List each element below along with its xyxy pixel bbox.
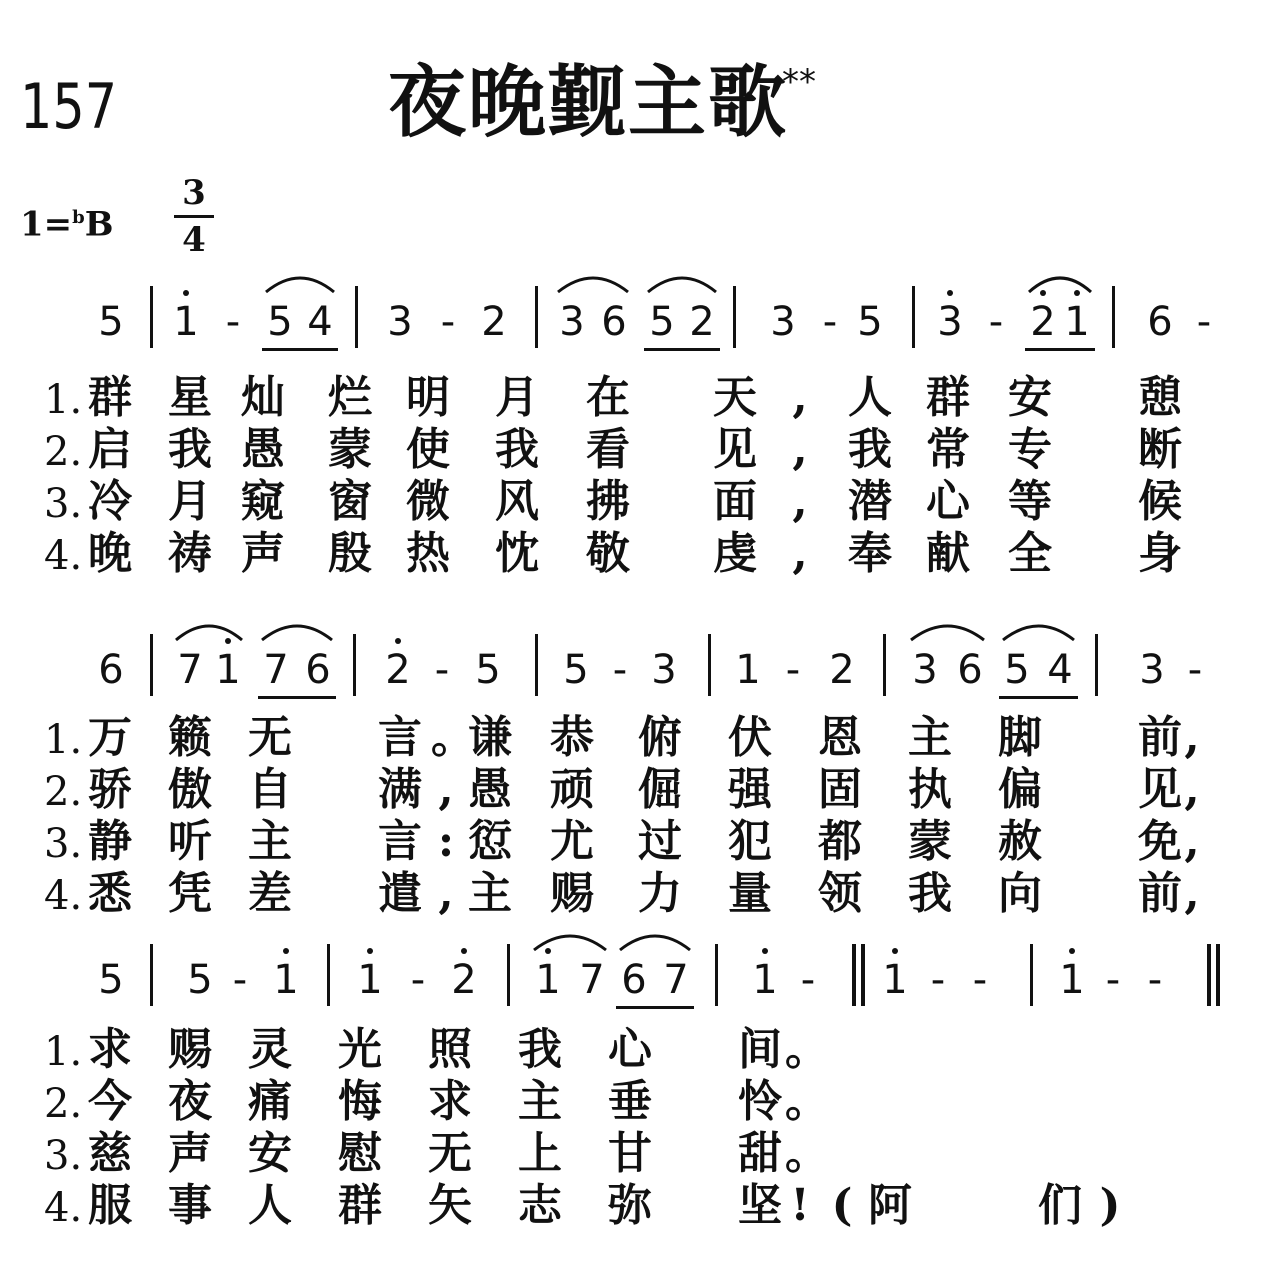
double-barline <box>1207 944 1211 1006</box>
time-signature <box>174 175 214 260</box>
note: 3 <box>912 647 938 693</box>
note: 7 <box>579 957 605 1003</box>
octave-dot <box>947 290 953 296</box>
lyric-punctuation: , <box>438 868 454 919</box>
lyric-punctuation: , <box>792 372 808 423</box>
lyric-character: 我 <box>168 424 212 475</box>
lyric-character: 面 <box>713 476 757 527</box>
note: 3 <box>559 299 585 345</box>
lyric-character: 坚 <box>738 1180 782 1231</box>
barline <box>883 634 886 696</box>
note: 6 <box>621 957 647 1003</box>
lyric-character: 谦 <box>468 712 512 763</box>
time-denominator: 4 <box>182 220 206 260</box>
staff-line-3 <box>0 956 1280 1016</box>
barline <box>1095 634 1098 696</box>
lyric-punctuation: 。 <box>785 1128 829 1179</box>
lyric-character: 我 <box>848 424 892 475</box>
lyric-character: 免 <box>1138 816 1182 867</box>
lyric-character: 安 <box>1008 372 1052 423</box>
slur <box>260 618 334 642</box>
lyric-character: 在 <box>586 372 630 423</box>
note: 4 <box>1047 647 1073 693</box>
lyric-character: 全 <box>1008 528 1052 579</box>
lyric-character: 月 <box>495 372 539 423</box>
note: 6 <box>1147 299 1173 345</box>
note: 1 <box>882 957 908 1003</box>
flat-sign: b <box>72 207 85 228</box>
note: 5 <box>475 647 501 693</box>
lyric-character: 拂 <box>586 476 630 527</box>
lyric-character: 过 <box>638 816 682 867</box>
lyric-punctuation: , <box>1184 764 1200 815</box>
lyric-character: 敬 <box>586 528 630 579</box>
lyric-character: 万 <box>88 712 132 763</box>
lyric-character: 等 <box>1008 476 1052 527</box>
sustain-dash: - <box>930 957 946 1003</box>
lyric-character: 垂 <box>608 1076 652 1127</box>
note: 2 <box>451 957 477 1003</box>
verse-line <box>0 1024 1280 1080</box>
lyric-character: 慈 <box>88 1128 132 1179</box>
barline <box>708 634 711 696</box>
note: 1 <box>1064 299 1090 345</box>
lyric-character: 恩 <box>818 712 862 763</box>
lyric-character: 我 <box>908 868 952 919</box>
lyric-character: 执 <box>908 764 952 815</box>
barline <box>507 944 510 1006</box>
lyric-character: 犯 <box>728 816 772 867</box>
title-mark: ** <box>782 62 816 102</box>
note: 5 <box>857 299 883 345</box>
lyric-character: 专 <box>1008 424 1052 475</box>
lyric-character: 们 <box>1038 1180 1082 1231</box>
barline <box>150 286 153 348</box>
verse-line <box>0 476 1280 532</box>
lyric-character: 启 <box>88 424 132 475</box>
octave-dot <box>461 948 467 954</box>
verse-number: 3. <box>44 1133 83 1179</box>
lyric-character: 忱 <box>495 528 539 579</box>
note: 2 <box>481 299 507 345</box>
note: 5 <box>98 957 124 1003</box>
lyric-character: 常 <box>926 424 970 475</box>
lyric-character: 听 <box>168 816 212 867</box>
lyric-character: 主 <box>518 1076 562 1127</box>
slur <box>1027 270 1093 294</box>
slur <box>556 270 630 294</box>
verse-number: 4. <box>44 873 83 919</box>
verse-line <box>0 1076 1280 1132</box>
barline <box>1030 944 1033 1006</box>
lyric-character: 群 <box>88 372 132 423</box>
sustain-dash: - <box>225 299 241 345</box>
verse-line <box>0 868 1280 924</box>
sustain-dash: - <box>434 647 450 693</box>
lyric-character: 甜 <box>738 1128 782 1179</box>
lyric-punctuation: 。 <box>431 712 475 763</box>
verse-line <box>0 1180 1280 1236</box>
verse-line <box>0 764 1280 820</box>
verse-number: 1. <box>44 1029 83 1075</box>
eighth-underline <box>1025 348 1095 351</box>
note: 7 <box>663 957 689 1003</box>
lyric-punctuation: , <box>1184 712 1200 763</box>
note: 7 <box>177 647 203 693</box>
barline <box>715 944 718 1006</box>
lyric-character: 脚 <box>998 712 1042 763</box>
sustain-dash: - <box>612 647 628 693</box>
verse-line <box>0 528 1280 584</box>
note: 5 <box>98 299 124 345</box>
slur <box>909 618 986 642</box>
lyric-character: 愚 <box>241 424 285 475</box>
lyric-character: 顽 <box>550 764 594 815</box>
barline <box>535 634 538 696</box>
lyric-character: 悔 <box>338 1076 382 1127</box>
lyric-character: 弥 <box>608 1180 652 1231</box>
lyric-character: 光 <box>338 1024 382 1075</box>
lyric-character: 心 <box>926 476 970 527</box>
note: 3 <box>770 299 796 345</box>
lyric-character: 间 <box>738 1024 782 1075</box>
barline <box>535 286 538 348</box>
lyric-character: 愚 <box>468 764 512 815</box>
lyric-character: 声 <box>241 528 285 579</box>
lyric-character: 蒙 <box>328 424 372 475</box>
note: 5 <box>1004 647 1030 693</box>
lyric-character: 尤 <box>550 816 594 867</box>
lyric-character: 憩 <box>1138 372 1182 423</box>
lyric-character: 祷 <box>168 528 212 579</box>
sustain-dash: - <box>1187 647 1203 693</box>
lyric-character: 群 <box>338 1180 382 1231</box>
hymn-number: 157 <box>20 70 118 143</box>
slur <box>618 928 692 952</box>
lyric-character: 上 <box>518 1128 562 1179</box>
note: 3 <box>937 299 963 345</box>
octave-dot <box>395 638 401 644</box>
lyric-character: 悉 <box>88 868 132 919</box>
verse-line <box>0 372 1280 428</box>
note: 7 <box>263 647 289 693</box>
barline <box>1112 286 1115 348</box>
note: 6 <box>601 299 627 345</box>
verse-number: 1. <box>44 377 83 423</box>
sustain-dash: - <box>440 299 456 345</box>
lyric-character: 风 <box>495 476 539 527</box>
lyric-character: 照 <box>428 1024 472 1075</box>
note: 1 <box>357 957 383 1003</box>
sustain-dash: - <box>972 957 988 1003</box>
note: 1 <box>215 647 241 693</box>
lyric-character: 热 <box>406 528 450 579</box>
note: 1 <box>535 957 561 1003</box>
lyric-character: 见 <box>713 424 757 475</box>
lyric-character: 恭 <box>550 712 594 763</box>
lyric-character: 强 <box>728 764 772 815</box>
lyric-punctuation: : <box>437 816 455 867</box>
lyric-punctuation: , <box>792 424 808 475</box>
note: 5 <box>187 957 213 1003</box>
barline <box>150 944 153 1006</box>
lyric-character: 窥 <box>241 476 285 527</box>
lyric-punctuation: , <box>792 476 808 527</box>
verse-line <box>0 712 1280 768</box>
lyric-character: 主 <box>468 868 512 919</box>
lyric-character: 微 <box>406 476 450 527</box>
lyric-character: 阿 <box>868 1180 912 1231</box>
lyric-character: 遣 <box>378 868 422 919</box>
octave-dot <box>183 290 189 296</box>
key-prefix: 1= <box>20 204 73 245</box>
lyric-character: 献 <box>926 528 970 579</box>
lyric-character: 身 <box>1138 528 1182 579</box>
lyric-character: 求 <box>88 1024 132 1075</box>
lyric-character: 殷 <box>328 528 372 579</box>
lyric-character: 领 <box>818 868 862 919</box>
slur <box>174 618 244 642</box>
octave-dot <box>892 948 898 954</box>
octave-dot <box>283 948 289 954</box>
lyric-punctuation: ) <box>1099 1180 1121 1231</box>
lyric-character: 候 <box>1138 476 1182 527</box>
lyric-punctuation: 。 <box>785 1024 829 1075</box>
lyric-punctuation: , <box>438 764 454 815</box>
lyric-character: 量 <box>728 868 772 919</box>
lyric-character: 赦 <box>998 816 1042 867</box>
note: 1 <box>752 957 778 1003</box>
verse-number: 2. <box>44 429 83 475</box>
slur <box>532 928 608 952</box>
octave-dot <box>1069 948 1075 954</box>
lyric-punctuation: ( <box>831 1180 853 1231</box>
octave-dot <box>762 948 768 954</box>
lyric-character: 差 <box>248 868 292 919</box>
lyric-character: 俯 <box>638 712 682 763</box>
lyric-character: 力 <box>638 868 682 919</box>
lyric-character: 人 <box>848 372 892 423</box>
lyric-character: 前 <box>1138 712 1182 763</box>
lyric-character: 言 <box>378 816 422 867</box>
sustain-dash: - <box>1105 957 1121 1003</box>
barline <box>733 286 736 348</box>
lyric-character: 群 <box>926 372 970 423</box>
lyric-character: 求 <box>428 1076 472 1127</box>
verse-number: 2. <box>44 769 83 815</box>
lyric-character: 倔 <box>638 764 682 815</box>
lyric-punctuation: , <box>1184 868 1200 919</box>
lyric-character: 凭 <box>168 868 212 919</box>
lyric-punctuation: , <box>792 528 808 579</box>
lyric-character: 怜 <box>738 1076 782 1127</box>
lyric-character: 前 <box>1138 868 1182 919</box>
lyric-character: 蒙 <box>908 816 952 867</box>
eighth-underline <box>616 1006 694 1009</box>
lyric-character: 傲 <box>168 764 212 815</box>
lyric-character: 满 <box>378 764 422 815</box>
key-signature <box>20 198 114 244</box>
lyric-character: 矢 <box>428 1180 472 1231</box>
lyric-character: 主 <box>908 712 952 763</box>
lyric-character: 烂 <box>328 372 372 423</box>
lyric-character: 骄 <box>88 764 132 815</box>
lyric-character: 事 <box>168 1180 212 1231</box>
lyric-character: 静 <box>88 816 132 867</box>
note: 6 <box>305 647 331 693</box>
note: 3 <box>387 299 413 345</box>
note: 1 <box>1059 957 1085 1003</box>
lyric-character: 伏 <box>728 712 772 763</box>
lyric-character: 星 <box>168 372 212 423</box>
verse-line <box>0 816 1280 872</box>
sustain-dash: - <box>988 299 1004 345</box>
verse-line <box>0 1128 1280 1184</box>
lyric-character: 我 <box>518 1024 562 1075</box>
lyric-character: 愆 <box>468 816 512 867</box>
lyric-character: 安 <box>248 1128 292 1179</box>
lyric-character: 晚 <box>88 528 132 579</box>
lyric-character: 都 <box>818 816 862 867</box>
lyric-character: 志 <box>518 1180 562 1231</box>
barline <box>912 286 915 348</box>
verse-number: 4. <box>44 1185 83 1231</box>
note: 4 <box>307 299 333 345</box>
note: 5 <box>267 299 293 345</box>
lyric-character: 奉 <box>848 528 892 579</box>
lyric-character: 潜 <box>848 476 892 527</box>
slur <box>646 270 718 294</box>
slur <box>264 270 336 294</box>
lyric-character: 断 <box>1138 424 1182 475</box>
lyric-character: 偏 <box>998 764 1042 815</box>
lyric-character: 心 <box>608 1024 652 1075</box>
lyric-character: 明 <box>406 372 450 423</box>
lyric-character: 甘 <box>608 1128 652 1179</box>
staff-line-2 <box>0 646 1280 706</box>
lyric-character: 冷 <box>88 476 132 527</box>
staff-line-1 <box>0 298 1280 358</box>
time-numerator: 3 <box>174 175 214 218</box>
key-note: B <box>84 204 114 245</box>
note: 6 <box>957 647 983 693</box>
octave-dot <box>367 948 373 954</box>
note: 2 <box>385 647 411 693</box>
lyric-character: 见 <box>1138 764 1182 815</box>
lyric-character: 服 <box>88 1180 132 1231</box>
note: 5 <box>563 647 589 693</box>
slur <box>1001 618 1076 642</box>
eighth-underline <box>999 696 1078 699</box>
note: 2 <box>829 647 855 693</box>
lyric-character: 籁 <box>168 712 212 763</box>
eighth-underline <box>258 696 336 699</box>
lyric-character: 虔 <box>713 528 757 579</box>
verse-number: 3. <box>44 481 83 527</box>
barline <box>327 944 330 1006</box>
lyric-character: 痛 <box>248 1076 292 1127</box>
lyric-punctuation: , <box>1184 816 1200 867</box>
barline <box>355 286 358 348</box>
note: 3 <box>1139 647 1165 693</box>
double-barline-second <box>1216 944 1220 1006</box>
lyric-character: 主 <box>248 816 292 867</box>
barline <box>150 634 153 696</box>
verse-number: 2. <box>44 1081 83 1127</box>
note: 1 <box>735 647 761 693</box>
note: 1 <box>273 957 299 1003</box>
lyric-character: 我 <box>495 424 539 475</box>
double-barline <box>852 944 856 1006</box>
sustain-dash: - <box>1196 299 1212 345</box>
note: 5 <box>649 299 675 345</box>
lyric-character: 人 <box>248 1180 292 1231</box>
hymn-title: 夜晚觐主歌 <box>388 58 789 148</box>
sustain-dash: - <box>800 957 816 1003</box>
sustain-dash: - <box>410 957 426 1003</box>
note: 3 <box>651 647 677 693</box>
eighth-underline <box>644 348 720 351</box>
verse-number: 4. <box>44 533 83 579</box>
lyric-character: 言 <box>378 712 422 763</box>
lyric-character: 看 <box>586 424 630 475</box>
verse-number: 3. <box>44 821 83 867</box>
lyric-character: 灵 <box>248 1024 292 1075</box>
lyric-character: 无 <box>428 1128 472 1179</box>
lyric-character: 夜 <box>168 1076 212 1127</box>
sustain-dash: - <box>822 299 838 345</box>
lyric-character: 窗 <box>328 476 372 527</box>
sustain-dash: - <box>232 957 248 1003</box>
lyric-character: 赐 <box>550 868 594 919</box>
lyric-character: 无 <box>248 712 292 763</box>
lyric-character: 灿 <box>241 372 285 423</box>
lyric-character: 慰 <box>338 1128 382 1179</box>
lyric-character: 声 <box>168 1128 212 1179</box>
lyric-character: 天 <box>713 372 757 423</box>
note: 1 <box>173 299 199 345</box>
double-barline-second <box>861 944 865 1006</box>
lyric-punctuation: 。 <box>785 1076 829 1127</box>
lyric-character: 向 <box>998 868 1042 919</box>
note: 2 <box>689 299 715 345</box>
barline <box>353 634 356 696</box>
lyric-punctuation: ! <box>790 1180 810 1231</box>
eighth-underline <box>262 348 338 351</box>
note: 2 <box>1030 299 1056 345</box>
sustain-dash: - <box>785 647 801 693</box>
verse-line <box>0 424 1280 480</box>
verse-number: 1. <box>44 717 83 763</box>
lyric-character: 固 <box>818 764 862 815</box>
lyric-character: 赐 <box>168 1024 212 1075</box>
note: 6 <box>98 647 124 693</box>
lyric-character: 今 <box>88 1076 132 1127</box>
lyric-character: 自 <box>248 764 292 815</box>
sustain-dash: - <box>1147 957 1163 1003</box>
lyric-character: 使 <box>406 424 450 475</box>
lyric-character: 月 <box>168 476 212 527</box>
